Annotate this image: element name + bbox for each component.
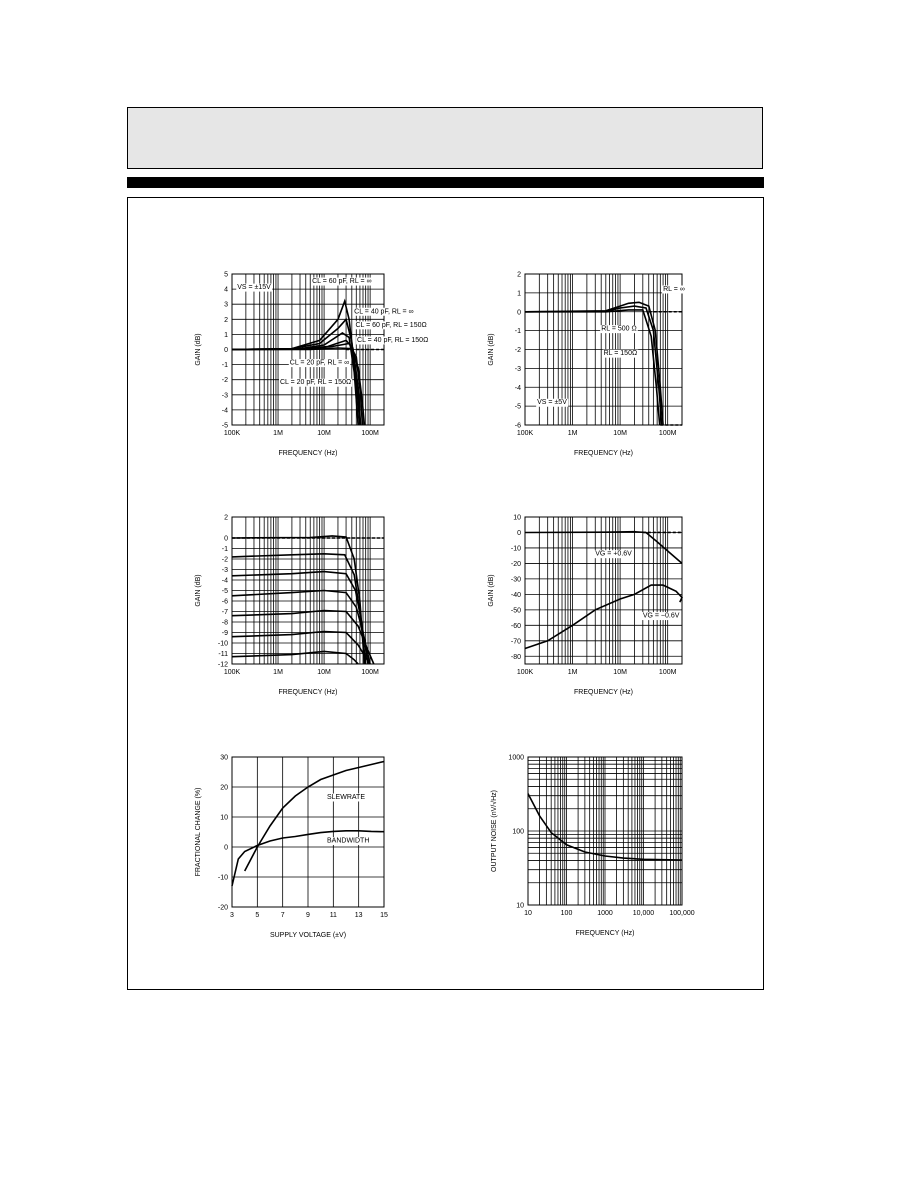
y-tick-label: 2 [517, 271, 521, 279]
header-bar [127, 177, 764, 188]
x-tick-label: 10M [317, 669, 331, 676]
y-tick-label: 0 [224, 347, 228, 354]
y-tick-label: 0 [224, 844, 228, 852]
y-tick-label: 1 [517, 290, 521, 298]
y-tick-label: -80 [510, 653, 521, 661]
x-tick-label: 100 [560, 910, 573, 917]
y-tick-label: -3 [221, 392, 228, 400]
annotation-label: CL = 40 pF, RL = 150Ω [357, 336, 429, 344]
y-tick-label: -50 [510, 607, 521, 615]
x-axis-label: FREQUENCY (Hz) [574, 689, 633, 696]
x-tick-label: 1M [273, 430, 283, 437]
annotation-label: CL = 20 pF, RL = 150Ω [279, 379, 352, 387]
y-tick-label: 0 [517, 309, 521, 317]
x-tick-label: 1M [567, 669, 578, 676]
series-curve-5 [232, 632, 370, 665]
y-axis-label: GAIN (dB) [195, 574, 202, 607]
series-curve-0 [245, 762, 384, 872]
y-tick-label: -40 [510, 591, 521, 599]
x-tick-label: 100K [516, 669, 534, 676]
x-tick-label: 100M [658, 669, 677, 676]
y-axis-label: GAIN (dB) [195, 333, 202, 366]
x-tick-label: 10,000 [632, 910, 655, 917]
plot-frame [525, 517, 682, 664]
annotation-label: RL = 150Ω [603, 350, 638, 358]
series-curve-2 [525, 310, 660, 425]
y-tick-label: -2 [221, 377, 228, 385]
y-tick-label: -4 [221, 407, 228, 415]
x-tick-label: 15 [380, 912, 388, 919]
chart-6 [480, 745, 710, 955]
x-tick-label: 100M [361, 669, 379, 676]
annotation-label: RL = ∞ [663, 285, 685, 293]
header-box [127, 107, 763, 169]
y-tick-label: -12 [217, 661, 228, 669]
x-axis-label: FREQUENCY (Hz) [575, 930, 635, 937]
annotation-label: VS = ±5V [537, 399, 567, 407]
y-tick-label: -5 [221, 422, 228, 430]
x-tick-label: 5 [255, 912, 260, 919]
x-tick-label: 13 [354, 912, 363, 919]
x-tick-label: 1M [567, 430, 578, 437]
x-tick-label: 11 [329, 912, 337, 919]
chart-5 [180, 745, 410, 955]
y-tick-label: 3 [224, 301, 228, 309]
y-tick-label: -6 [221, 598, 228, 606]
series-curve-1 [232, 319, 360, 425]
x-tick-label: 10M [613, 669, 627, 676]
y-tick-label: -8 [221, 619, 228, 627]
y-tick-label: -6 [514, 422, 521, 430]
y-tick-label: -9 [221, 630, 228, 637]
annotation-label: VS = ±15V [237, 284, 271, 292]
y-tick-label: -1 [221, 546, 228, 553]
annotation-label: CL = 60 pF, RL = ∞ [312, 278, 372, 286]
y-tick-label: 2 [224, 316, 228, 324]
y-axis-label: GAIN (dB) [488, 574, 495, 607]
x-tick-label: 100,000 [669, 910, 695, 917]
y-tick-label: -11 [218, 651, 228, 658]
y-tick-label: -7 [221, 609, 228, 616]
x-axis-label: SUPPLY VOLTAGE (±V) [269, 932, 347, 939]
x-tick-label: 3 [230, 912, 234, 919]
y-axis-label: GAIN (dB) [488, 333, 495, 366]
annotation-label: RL = 500 Ω [601, 325, 637, 333]
x-tick-label: 9 [306, 912, 310, 919]
series-curve-1 [525, 306, 662, 425]
y-tick-label: 10 [220, 814, 228, 822]
y-tick-label: -10 [217, 874, 228, 882]
y-tick-label: -2 [221, 556, 228, 564]
chart-3 [180, 505, 410, 715]
x-tick-label: 100M [658, 430, 677, 437]
y-tick-label: -4 [221, 577, 228, 585]
y-tick-label: 0 [517, 529, 521, 537]
y-tick-label: 1000 [508, 754, 524, 762]
x-tick-label: 100K [516, 430, 534, 437]
y-tick-label: 100 [512, 828, 524, 836]
y-axis-label: OUTPUT NOISE (nV/√Hz) [491, 790, 498, 872]
y-tick-label: -10 [510, 545, 521, 553]
y-tick-label: 10 [516, 902, 524, 910]
y-tick-label: -70 [510, 638, 521, 646]
y-tick-label: -1 [221, 362, 228, 370]
annotation-label: VG = +0.6V [595, 550, 632, 558]
chart-1 [180, 262, 429, 472]
y-tick-label: -4 [514, 384, 521, 392]
annotation-label: CL = 40 pF, RL = ∞ [354, 308, 414, 316]
y-tick-label: -10 [217, 640, 228, 648]
annotation-label: CL = 20 pF, RL = ∞ [289, 359, 350, 367]
y-tick-label: -20 [510, 560, 521, 568]
y-tick-label: 5 [224, 271, 228, 279]
x-tick-label: 1000 [597, 910, 613, 917]
x-tick-label: 100K [223, 669, 241, 676]
x-tick-label: 1M [273, 669, 283, 676]
x-tick-label: 10M [613, 430, 627, 437]
y-axis-label: FRACTIONAL CHANGE (%) [195, 787, 202, 877]
y-tick-label: 1 [224, 331, 228, 339]
x-tick-label: 10 [524, 910, 532, 917]
x-tick-label: 10M [317, 430, 331, 437]
annotation-label: SLEWRATE [327, 794, 365, 801]
y-tick-label: -3 [221, 567, 228, 574]
chart-2 [480, 262, 710, 472]
chart-4 [480, 505, 710, 715]
y-tick-label: -2 [514, 347, 521, 354]
x-tick-label: 100K [223, 430, 241, 437]
y-tick-label: 0 [224, 535, 228, 543]
y-tick-label: -20 [217, 904, 228, 912]
y-tick-label: 30 [220, 754, 228, 762]
annotation-label: CL = 60 pF, RL = 150Ω [355, 321, 427, 329]
series-curve-1 [232, 554, 366, 664]
y-tick-label: 2 [224, 514, 228, 522]
y-tick-label: 4 [224, 286, 228, 294]
y-tick-label: -5 [221, 588, 228, 595]
x-tick-label: 100M [361, 430, 379, 437]
y-tick-label: -5 [514, 403, 521, 411]
y-tick-label: -30 [510, 576, 521, 584]
annotation-label: VG = −0.6V [642, 612, 680, 620]
annotation-label: BANDWIDTH [327, 837, 370, 845]
x-axis-label: FREQUENCY (Hz) [278, 450, 338, 457]
x-tick-label: 7 [280, 912, 285, 919]
y-tick-label: 20 [220, 784, 228, 792]
y-tick-label: -60 [510, 622, 521, 630]
y-tick-label: 10 [513, 514, 521, 522]
y-tick-label: -3 [514, 365, 521, 373]
x-axis-label: FREQUENCY (Hz) [278, 689, 338, 696]
x-axis-label: FREQUENCY (Hz) [574, 450, 633, 457]
y-tick-label: -1 [514, 328, 521, 336]
